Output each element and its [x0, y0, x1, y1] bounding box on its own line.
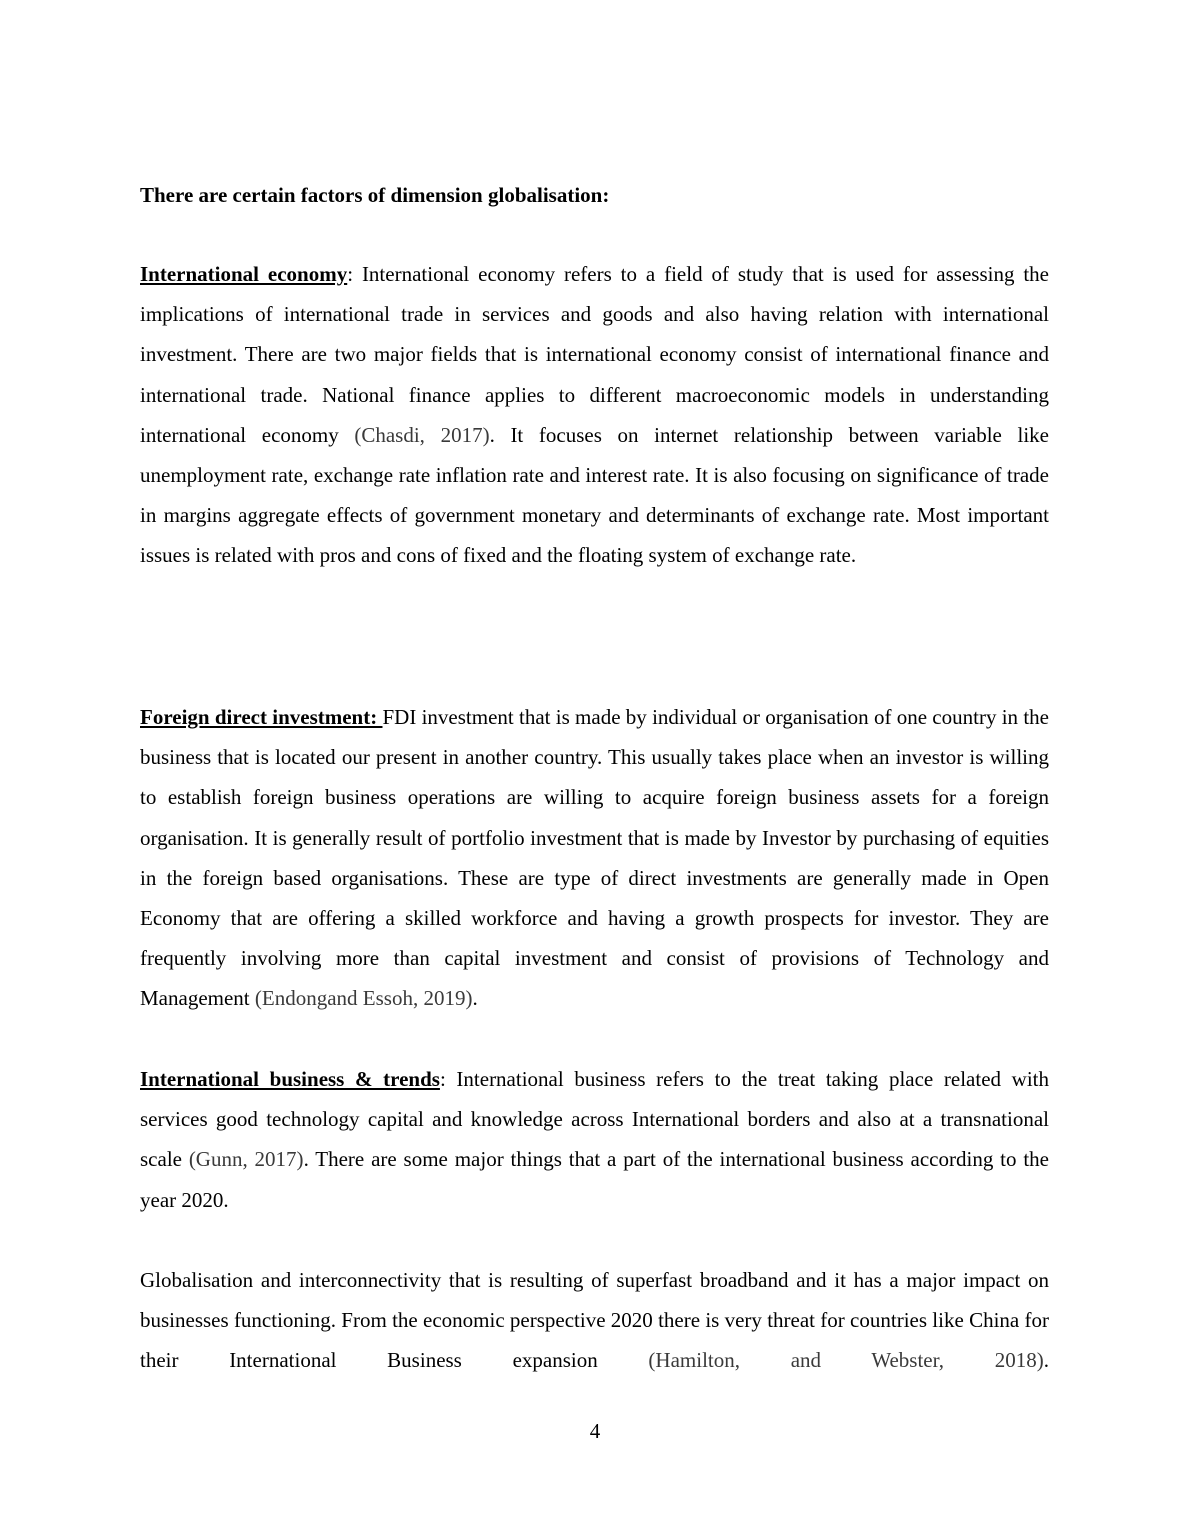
paragraph-text: Globalisation and interconnectivity that is resulting of superfast broadband and it has a major impact on businesses functioning. From the economic perspective 2020 there is very threat for countries like China for their International Business expansion [140, 1268, 1049, 1373]
term-international-economy: International economy [140, 262, 348, 286]
page-heading: There are certain factors of dimension globalisation: [140, 183, 610, 207]
citation-gunn: (Gunn, 2017) [188, 1147, 304, 1172]
term-international-business-trends: International business & trends [140, 1067, 440, 1091]
paragraph-text: . It focuses on internet relationship between variable like unemployment rate, exchange rate inflation rate and interest rate. It is also focusing on significance of trade in margins aggregate effects of government monetary and determinants of exchange rate. Most important issues is related with pros and cons of fixed and the floating system of exchange rate. [140, 422, 1049, 568]
paragraph-text: FDI investment that is made by individual or organisation of one country in the business that is located our present in another country. This usually takes place when an investor is willing to establish foreign business operations are willing to acquire foreign business assets for a foreign organisation. It is generally result of portfolio investment that is made by Investor by purchasing of equities in the foreign based organisations. These are type of direct investments are generally made in Open Economy that are offering a skilled workforce and having a growth prospects for investor. They are frequently involving more than capital investment and consist of provisions of Technology and Management [140, 705, 1049, 1011]
paragraph-globalisation [140, 1260, 1049, 1381]
paragraph-text: : International business refers to the treat taking place related with services good technology capital and knowledge across International borders and also at a transnational scale [140, 1067, 1049, 1172]
paragraph-international-economy [140, 254, 1049, 576]
term-foreign-direct-investment: Foreign direct investment: [140, 705, 383, 729]
paragraph-foreign-direct-investment [140, 697, 1049, 1019]
page-number: 4 [589, 1419, 601, 1443]
citation-endongand-essoh: (Endongand Essoh, 2019) [254, 986, 473, 1011]
paragraph-text: . [472, 986, 478, 1011]
citation-hamilton-webster: (Hamilton, and Webster, 2018) [648, 1348, 1044, 1373]
paragraph-text: . [1043, 1348, 1049, 1373]
paragraph-international-business-trends [140, 1059, 1049, 1220]
paragraph-text: : International economy refers to a field of study that is used for assessing the implications of international trade in services and goods and also having relation with international investment. There are two major fields that is international economy consist of international finance and international trade. National finance applies to different macroeconomic models in understanding international economy [140, 262, 1049, 447]
citation-chasdi: (Chasdi, 2017) [354, 422, 490, 447]
paragraph-text: . There are some major things that a part of the international business according to the year 2020. [140, 1147, 1049, 1212]
